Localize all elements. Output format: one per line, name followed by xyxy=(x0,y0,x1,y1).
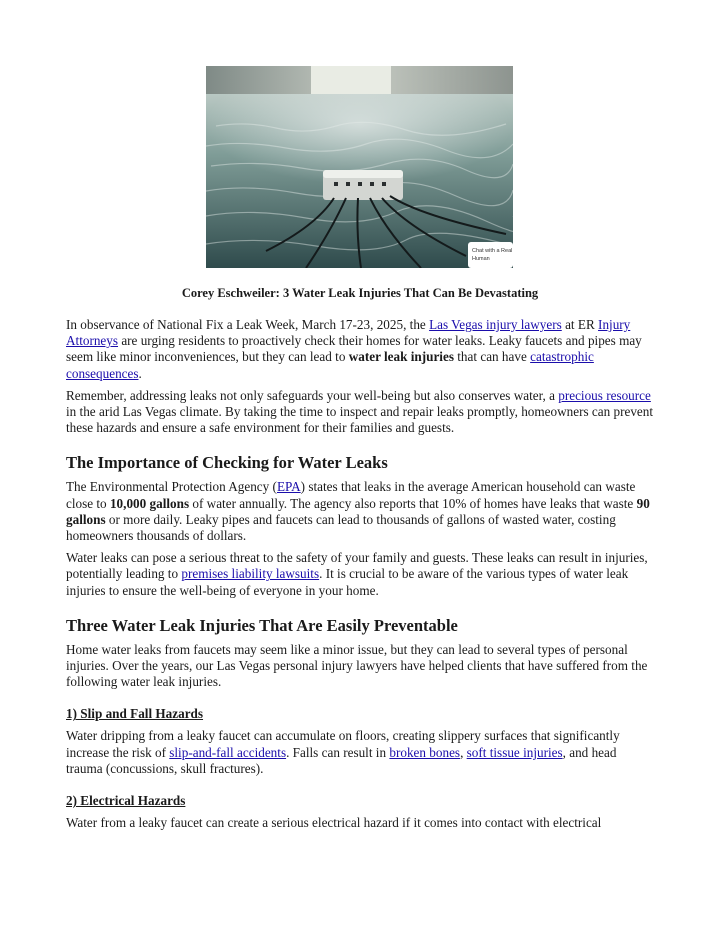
text: In observance of National Fix a Leak Week, March 17-23, 2025, the xyxy=(66,317,430,332)
text: , xyxy=(460,744,467,760)
link-precious-resource[interactable]: precious resource xyxy=(558,387,651,403)
text: . It is crucial to be aware of the various types of water leak injuries to ensure the well-being of everyone in your home. xyxy=(66,566,629,598)
bold-text: 90 gallons xyxy=(66,495,650,527)
heading-three-injuries: Three Water Leak Injuries That Are Easily Preventable xyxy=(66,615,458,635)
bold-text: 10,000 gallons xyxy=(109,495,190,511)
heading-electrical-hazards: 2) Electrical Hazards xyxy=(66,793,186,809)
electrical-paragraph: Water from a leaky faucet can create a serious electrical hazard if it comes into contact with electrical xyxy=(66,815,602,831)
text: . Falls can result in xyxy=(286,744,390,760)
link-injury-attorneys[interactable]: Injury Attorneys xyxy=(66,317,631,349)
article-body xyxy=(66,317,656,837)
link-broken-bones[interactable]: broken bones xyxy=(389,744,461,760)
heading-importance: The Importance of Checking for Water Leaks xyxy=(66,453,388,473)
text: Water leaks can pose a serious threat to the safety of your family and guests. These leaks can result in injuries, potentially leading to xyxy=(66,550,648,582)
text: The Environmental Protection Agency ( xyxy=(66,479,277,495)
injuries-intro-paragraph: Home water leaks from faucets may seem like a minor issue, but they can lead to several types of personal injuries. Over the years, our Las Vegas personal injury lawyers have helped clients that have suffered from the following water leak injuries. xyxy=(66,641,648,690)
bold-text: water leak injuries xyxy=(348,349,454,365)
text: of water annually. The agency also reports that 10% of homes have leaks that waste xyxy=(189,495,637,511)
text: in the arid Las Vegas climate. By taking the time to inspect and repair leaks promptly, homeowners can prevent these hazards and ensure a safe environment for their families and guests. xyxy=(66,404,654,436)
link-slip-and-fall[interactable]: slip-and-fall accidents xyxy=(169,744,287,760)
text: at ER xyxy=(561,317,599,332)
intro-paragraph xyxy=(66,317,656,382)
text: Remember, addressing leaks not only safeguards your well-being but also conserves water, a xyxy=(66,387,559,403)
slip-fall-paragraph xyxy=(66,728,656,777)
text: or more daily. Leaky pipes and faucets can lead to thousands of gallons of wasted water, costing homeowners thousands of dollars. xyxy=(66,511,616,544)
epa-paragraph xyxy=(66,479,656,544)
text: Water dripping from a leaky faucet can accumulate on floors, creating slippery surfaces that significantly increase the risk of xyxy=(66,728,620,760)
heading-slip-and-fall: 1) Slip and Fall Hazards xyxy=(66,706,204,722)
conservation-paragraph xyxy=(66,388,656,437)
link-epa[interactable]: EPA xyxy=(276,479,301,495)
link-catastrophic-consequences[interactable]: catastrophic consequences xyxy=(66,349,594,381)
link-las-vegas-injury-lawyers[interactable]: Las Vegas injury lawyers xyxy=(429,317,562,332)
text: are urging residents to proactively check their homes for water leaks. Leaky faucets and pipes may seem like minor inconveniences, but they can lead to xyxy=(66,333,642,365)
threat-paragraph xyxy=(66,550,656,599)
hero-image xyxy=(206,66,513,268)
chat-badge-line2: Human xyxy=(472,256,490,262)
image-caption: Corey Eschweiler: 3 Water Leak Injuries That Can Be Devastating xyxy=(181,286,539,300)
text: , and head trauma (concussions, skull fractures). xyxy=(66,744,617,776)
text: . xyxy=(138,365,142,381)
link-premises-liability[interactable]: premises liability lawsuits xyxy=(181,566,320,582)
text: ) states that leaks in the average American household can waste close to xyxy=(66,479,636,511)
chat-badge-line1: Chat with a Real xyxy=(472,248,513,254)
chat-badge[interactable] xyxy=(468,242,513,268)
link-soft-tissue-injuries[interactable]: soft tissue injuries xyxy=(466,744,563,760)
text: that can have xyxy=(453,349,531,365)
